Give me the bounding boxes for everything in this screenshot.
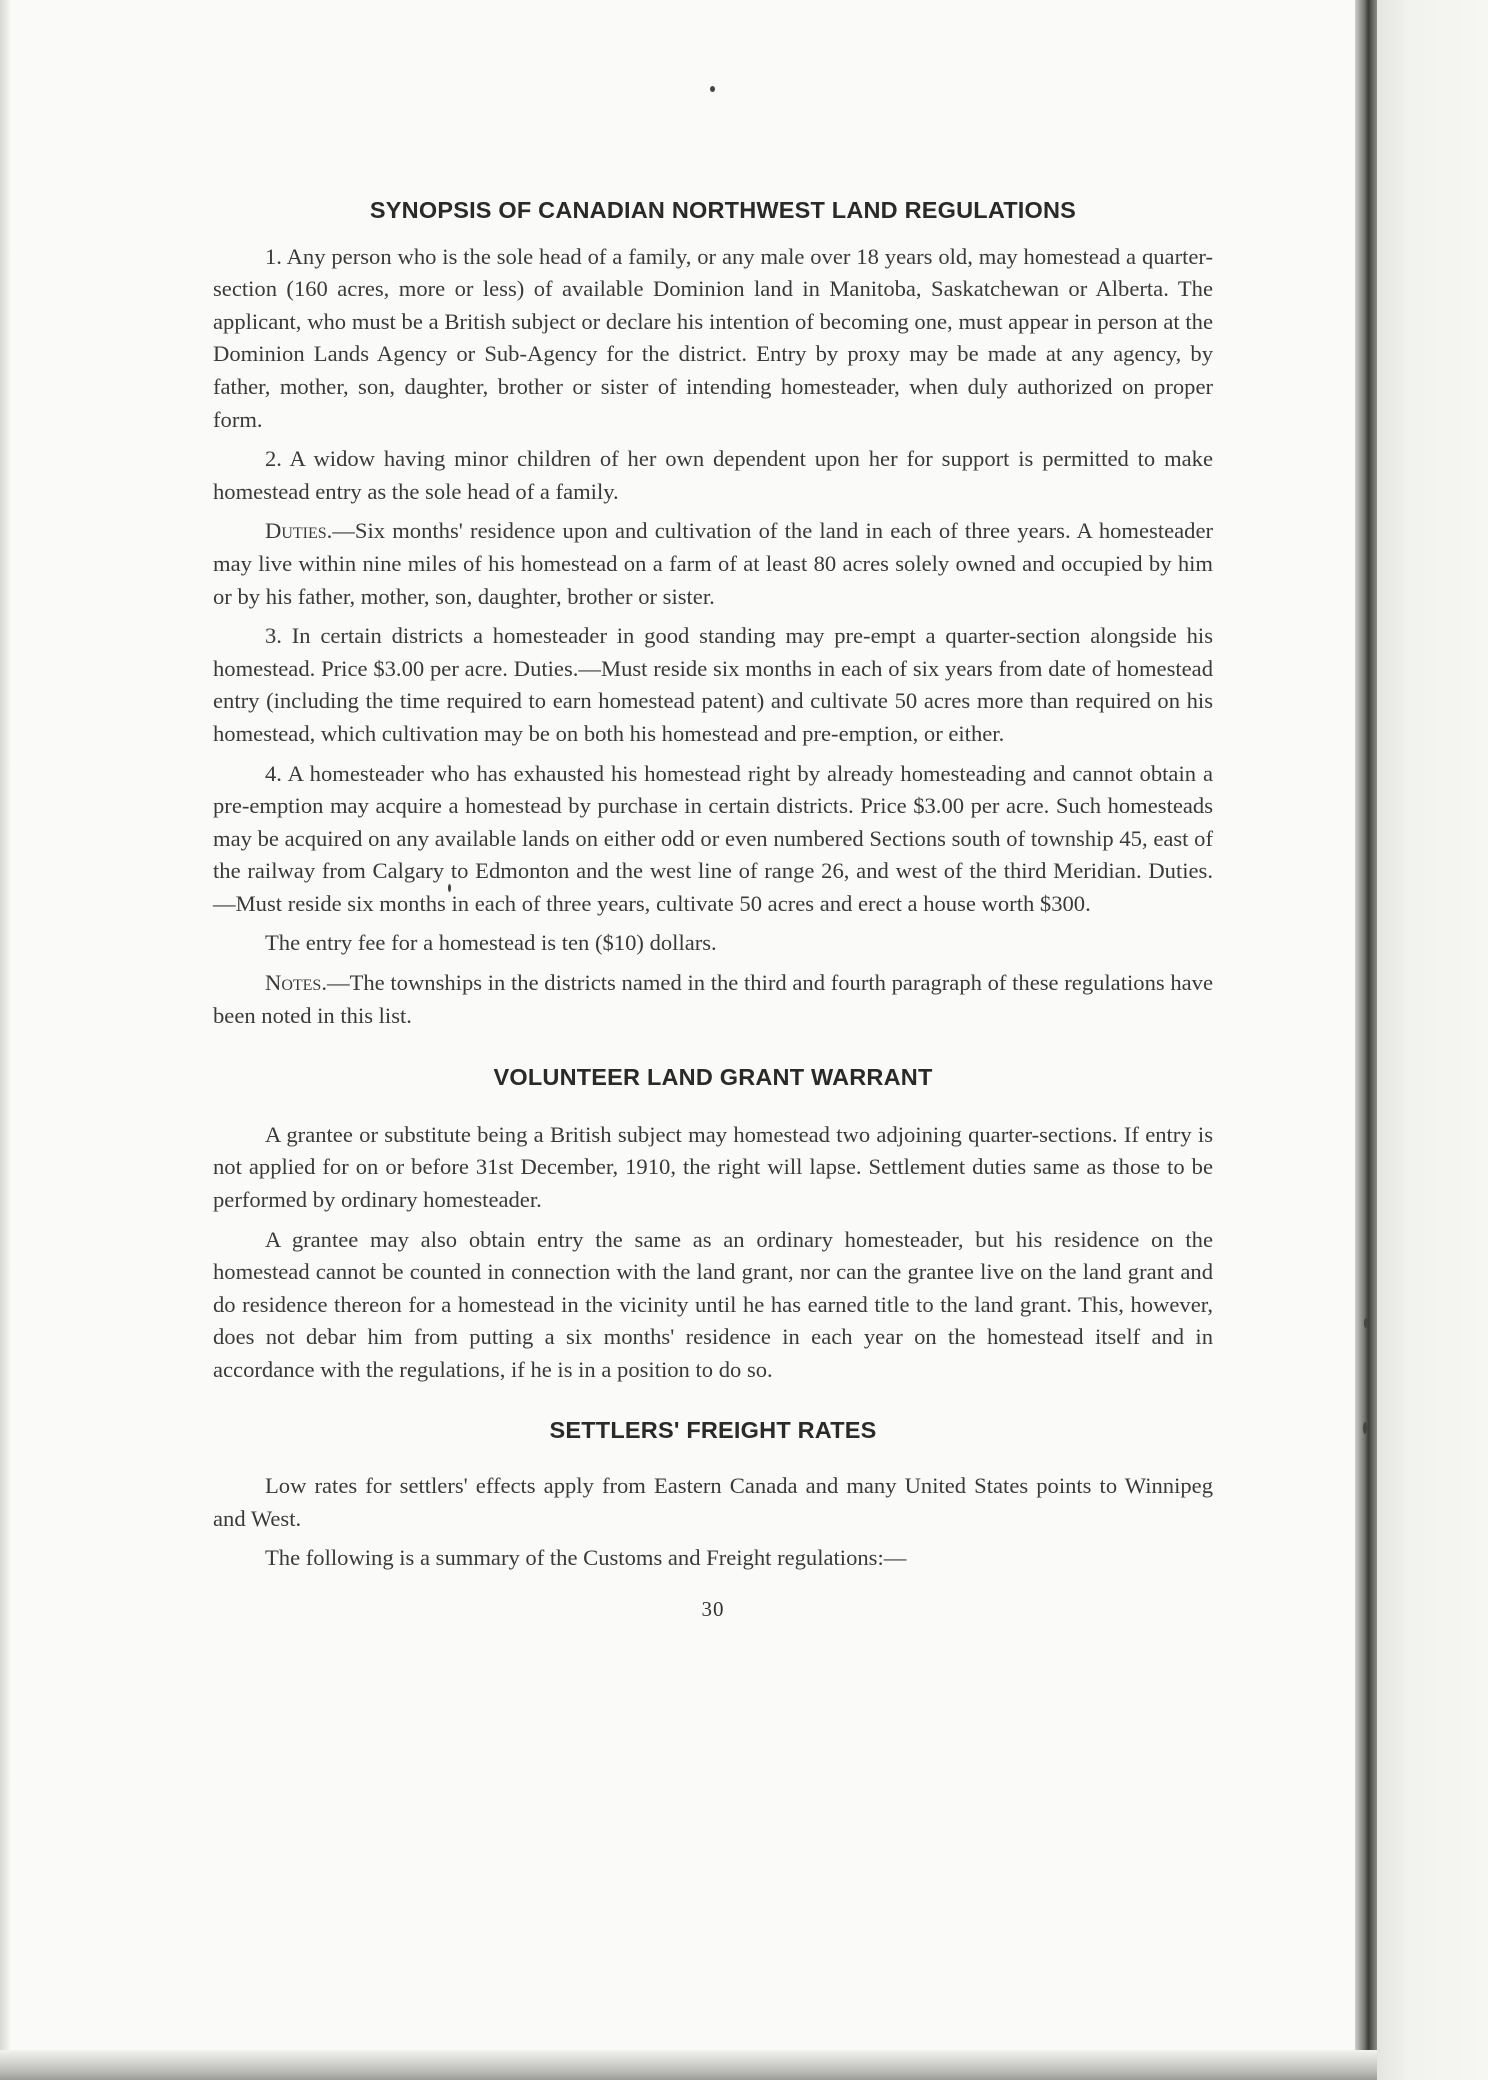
volunteer-paragraph-2: A grantee may also obtain entry the same as an ordinary homesteader, but his residence on the homestead cannot be counted in connection with the land grant, nor can the grantee live on the land grant and do residence thereon for a homestead in the vicinity until he has earned title to the land grant. This, however, does not debar him from putting a six months' residence in each year on the homestead itself and in accordance with the regulations, if he is in a position to do so. (213, 1226, 1213, 1382)
paragraph-2: 2. A widow having minor children of her own dependent upon her for support is permitted to make homestead entry as the sole head of a family. (213, 446, 1213, 504)
scan-speck (1364, 1318, 1368, 1328)
freight-paragraph-2: The following is a summary of the Customs and Freight regulations:— (265, 1545, 907, 1571)
duties-paragraph (213, 515, 1213, 613)
paragraph-4: 4. A homesteader who has exhausted his homestead right by already homesteading and cannot obtain a pre-emption may acquire a homestead by purchase in certain districts. Price $3.00 per acre. Such homesteads may be acquired on any available lands on either odd or even numbered Sections south of township 45, east of the railway from Calgary to Edmonton and the west line of range 26, and west of the third Meridian. Duties.—Must reside six months in each of three years, cultivate 50 acres and erect a house worth $300. (213, 760, 1213, 916)
volunteer-heading: VOLUNTEER LAND GRANT WARRANT (493, 1064, 933, 1091)
duties-lead: Duties. (265, 518, 333, 544)
paragraph-1: 1. Any person who is the sole head of a family, or any male over 18 years old, may homestead a quarter-section (160 acres, more or less) of available Dominion land in Manitoba, Saskatchewan or Alberta. The applicant, who must be a British subject or declare his intention of becoming one, must appear in person at the Dominion Lands Agency or Sub-Agency for the district. Entry by proxy may be made at any agency, by father, mother, son, daughter, brother or sister of intending homesteader, when duly authorized on proper form. (213, 243, 1213, 432)
notes-text: —The townships in the districts named in the third and fourth paragraph of these regulations have been noted in this list. (213, 970, 1213, 1028)
page-number: 30 (701, 1596, 725, 1621)
page-body (213, 180, 1213, 1626)
scan-speck (1363, 1422, 1367, 1434)
freight-heading: SETTLERS' FREIGHT RATES (549, 1416, 877, 1443)
duties-text: —Six months' residence upon and cultivation of the land in each of three years. A homesteader may live within nine miles of his homestead on a farm of at least 80 acres solely owned and occupied by him or by his father, mother, son, daughter, brother or sister. (213, 518, 1213, 609)
facing-page-edge (1377, 0, 1488, 2080)
scan-speck (710, 86, 715, 92)
page-bottom-edge (0, 2050, 1377, 2080)
book-spine-gutter (1355, 0, 1377, 2080)
paragraph-3: 3. In certain districts a homesteader in good standing may pre-empt a quarter-section alongside his homestead. Price $3.00 per acre. Duties.—Must reside six months in each of six years from date of homestead entry (including the time required to earn homestead patent) and cultivate 50 acres more than required on his homestead, which cultivation may be on both his homestead and pre-emption, or either. (213, 623, 1213, 746)
page-left-edge (0, 0, 10, 2080)
volunteer-paragraph-1: A grantee or substitute being a British subject may homestead two adjoining quarter-sections. If entry is not applied for on or before 31st December, 1910, the right will lapse. Settlement duties same as those to be performed by ordinary homesteader. (213, 1121, 1213, 1213)
freight-paragraph-1: Low rates for settlers' effects apply from Eastern Canada and many United States points to Winnipeg and West. (213, 1473, 1213, 1531)
notes-paragraph (213, 967, 1213, 1032)
entry-fee-paragraph: The entry fee for a homestead is ten ($10) dollars. (265, 930, 717, 956)
notes-lead: Notes. (265, 970, 327, 996)
synopsis-heading: SYNOPSIS OF CANADIAN NORTHWEST LAND REGULATIONS (369, 197, 1077, 223)
